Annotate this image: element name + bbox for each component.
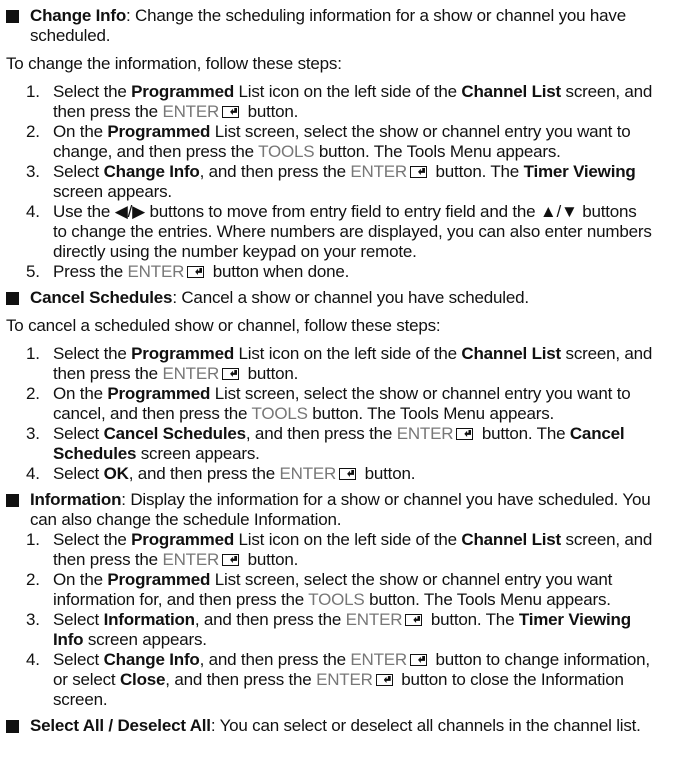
body-text: List screen, select the show or channel entry you want information for, and then press the bbox=[53, 570, 613, 609]
step-item bbox=[0, 424, 653, 464]
body-text: List icon on the left side of the bbox=[234, 82, 462, 101]
body-text: button. The bbox=[477, 424, 570, 443]
body-text: button. The Tools Menu appears. bbox=[364, 590, 611, 609]
enter-button-icon bbox=[222, 554, 239, 566]
step-item bbox=[0, 202, 653, 262]
body-text: Select bbox=[53, 610, 104, 629]
step-number: 3. bbox=[26, 610, 40, 629]
emphasis-text: Programmed bbox=[131, 530, 235, 549]
remote-button-name: TOOLS bbox=[308, 590, 365, 609]
emphasis-text: Change Info bbox=[30, 6, 127, 25]
bullet-item bbox=[0, 716, 660, 736]
body-text: , and then press the bbox=[199, 650, 351, 669]
remote-button-name: ENTER bbox=[396, 424, 454, 443]
body-text: screen appears. bbox=[53, 182, 172, 201]
body-text: button to change information, or select bbox=[53, 650, 650, 689]
emphasis-text: Close bbox=[119, 670, 166, 689]
body-text: To change the information, follow these steps: bbox=[6, 54, 342, 73]
body-text: button. The bbox=[431, 162, 524, 181]
enter-button-icon bbox=[187, 266, 204, 278]
step-number: 1. bbox=[26, 344, 40, 363]
remote-button-name: ENTER bbox=[350, 162, 408, 181]
emphasis-text: Programmed bbox=[107, 122, 211, 141]
body-text: Press the bbox=[53, 262, 128, 281]
body-text: Select bbox=[53, 424, 104, 443]
step-item bbox=[0, 570, 653, 610]
remote-button-name: ENTER bbox=[345, 610, 403, 629]
step-item bbox=[0, 464, 653, 484]
step-number: 3. bbox=[26, 162, 40, 181]
step-number: 4. bbox=[26, 464, 40, 483]
body-text: screen, and then press the bbox=[53, 530, 653, 569]
emphasis-text: Information bbox=[103, 610, 195, 629]
body-text: To cancel a scheduled show or channel, follow these steps: bbox=[6, 316, 441, 335]
body-text: screen appears. bbox=[83, 630, 207, 649]
step-number: 2. bbox=[26, 384, 40, 403]
bullet-square-icon bbox=[6, 494, 19, 507]
body-text: , and then press the bbox=[194, 610, 346, 629]
body-text: button. bbox=[360, 464, 416, 483]
step-number: 3. bbox=[26, 424, 40, 443]
intro-paragraph bbox=[0, 316, 674, 336]
emphasis-text: Timer Viewing bbox=[523, 162, 636, 181]
emphasis-text: Cancel Schedules bbox=[30, 288, 173, 307]
body-text: Select bbox=[53, 650, 104, 669]
body-text: button to close the Information screen. bbox=[53, 670, 624, 709]
enter-button-icon bbox=[410, 654, 427, 666]
emphasis-text: Information bbox=[30, 490, 122, 509]
remote-button-name: ENTER bbox=[279, 464, 337, 483]
bullet-item bbox=[0, 6, 660, 46]
enter-button-icon bbox=[376, 674, 393, 686]
emphasis-text: Channel List bbox=[461, 530, 561, 549]
body-text: List screen, select the show or channel entry you want to cancel, and then press the bbox=[53, 384, 631, 423]
step-number: 5. bbox=[26, 262, 40, 281]
step-item bbox=[0, 82, 653, 122]
step-number: 2. bbox=[26, 570, 40, 589]
step-number: 2. bbox=[26, 122, 40, 141]
emphasis-text: Cancel Schedules bbox=[53, 424, 625, 463]
body-text: : Change the scheduling information for a show or channel you have scheduled. bbox=[30, 6, 626, 45]
body-text: Use the ◀/▶ buttons to move from entry field to entry field and the ▲/▼ buttons to change the entries. Where numbers are displayed, you can also enter numbers directly using the number keypad on your remote. bbox=[53, 202, 652, 261]
enter-button-icon bbox=[222, 106, 239, 118]
body-text: Select the bbox=[53, 344, 132, 363]
enter-button-icon bbox=[405, 614, 422, 626]
bullet-square-icon bbox=[6, 720, 19, 733]
emphasis-text: Cancel Schedules bbox=[103, 424, 246, 443]
enter-button-icon bbox=[222, 368, 239, 380]
emphasis-text: Programmed bbox=[131, 344, 235, 363]
body-text: Select bbox=[53, 162, 104, 181]
step-number: 1. bbox=[26, 82, 40, 101]
emphasis-text: Channel List bbox=[461, 82, 561, 101]
body-text: button. bbox=[243, 550, 299, 569]
remote-button-name: ENTER bbox=[162, 550, 220, 569]
body-text: button. bbox=[243, 102, 299, 121]
emphasis-text: Change Info bbox=[103, 162, 200, 181]
emphasis-text: Change Info bbox=[103, 650, 200, 669]
body-text: button. bbox=[243, 364, 299, 383]
body-text: List icon on the left side of the bbox=[234, 530, 462, 549]
step-item bbox=[0, 262, 653, 282]
body-text: button. The Tools Menu appears. bbox=[314, 142, 561, 161]
remote-button-name: ENTER bbox=[162, 102, 220, 121]
body-text: , and then press the bbox=[128, 464, 280, 483]
enter-button-icon bbox=[456, 428, 473, 440]
emphasis-text: Programmed bbox=[131, 82, 235, 101]
bullet-square-icon bbox=[6, 10, 19, 23]
emphasis-text: OK bbox=[103, 464, 129, 483]
body-text: On the bbox=[53, 384, 108, 403]
body-text: , and then press the bbox=[165, 670, 317, 689]
step-number: 1. bbox=[26, 530, 40, 549]
remote-button-name: ENTER bbox=[350, 650, 408, 669]
bullet-square-icon bbox=[6, 292, 19, 305]
body-text: button. The bbox=[426, 610, 519, 629]
emphasis-text: Channel List bbox=[461, 344, 561, 363]
enter-button-icon bbox=[339, 468, 356, 480]
body-text: On the bbox=[53, 570, 108, 589]
remote-button-name: ENTER bbox=[127, 262, 185, 281]
body-text: , and then press the bbox=[199, 162, 351, 181]
body-text: screen appears. bbox=[136, 444, 260, 463]
bullet-item bbox=[0, 288, 660, 308]
body-text: : Display the information for a show or channel you have scheduled. You can also change the schedule Information. bbox=[30, 490, 651, 529]
step-item bbox=[0, 384, 653, 424]
step-item bbox=[0, 122, 653, 162]
emphasis-text: Timer Viewing Info bbox=[53, 610, 631, 649]
emphasis-text: Programmed bbox=[107, 384, 211, 403]
step-item bbox=[0, 344, 653, 384]
emphasis-text: Programmed bbox=[107, 570, 211, 589]
body-text: screen, and then press the bbox=[53, 82, 653, 121]
body-text: screen, and then press the bbox=[53, 344, 653, 383]
body-text: Select the bbox=[53, 82, 132, 101]
remote-button-name: ENTER bbox=[316, 670, 373, 689]
remote-button-name: ENTER bbox=[162, 364, 220, 383]
step-item bbox=[0, 610, 653, 650]
enter-button-icon bbox=[410, 166, 427, 178]
remote-button-name: TOOLS bbox=[258, 142, 315, 161]
body-text: Select bbox=[53, 464, 104, 483]
remote-button-name: TOOLS bbox=[251, 404, 308, 423]
body-text: button. The Tools Menu appears. bbox=[307, 404, 555, 423]
step-number: 4. bbox=[26, 650, 40, 669]
step-item bbox=[0, 650, 653, 710]
body-text: List screen, select the show or channel entry you want to change, and then press the bbox=[53, 122, 631, 161]
emphasis-text: Select All / Deselect All bbox=[30, 716, 211, 735]
body-text: On the bbox=[53, 122, 108, 141]
bullet-item bbox=[0, 490, 660, 530]
body-text: Select the bbox=[53, 530, 132, 549]
body-text: , and then press the bbox=[245, 424, 397, 443]
body-text: : You can select or deselect all channels in the channel list. bbox=[210, 716, 641, 735]
body-text: : Cancel a show or channel you have scheduled. bbox=[172, 288, 529, 307]
body-text: button when done. bbox=[208, 262, 350, 281]
intro-paragraph bbox=[0, 54, 674, 74]
step-item bbox=[0, 162, 653, 202]
step-number: 4. bbox=[26, 202, 40, 221]
step-item bbox=[0, 530, 653, 570]
body-text: List icon on the left side of the bbox=[234, 344, 462, 363]
